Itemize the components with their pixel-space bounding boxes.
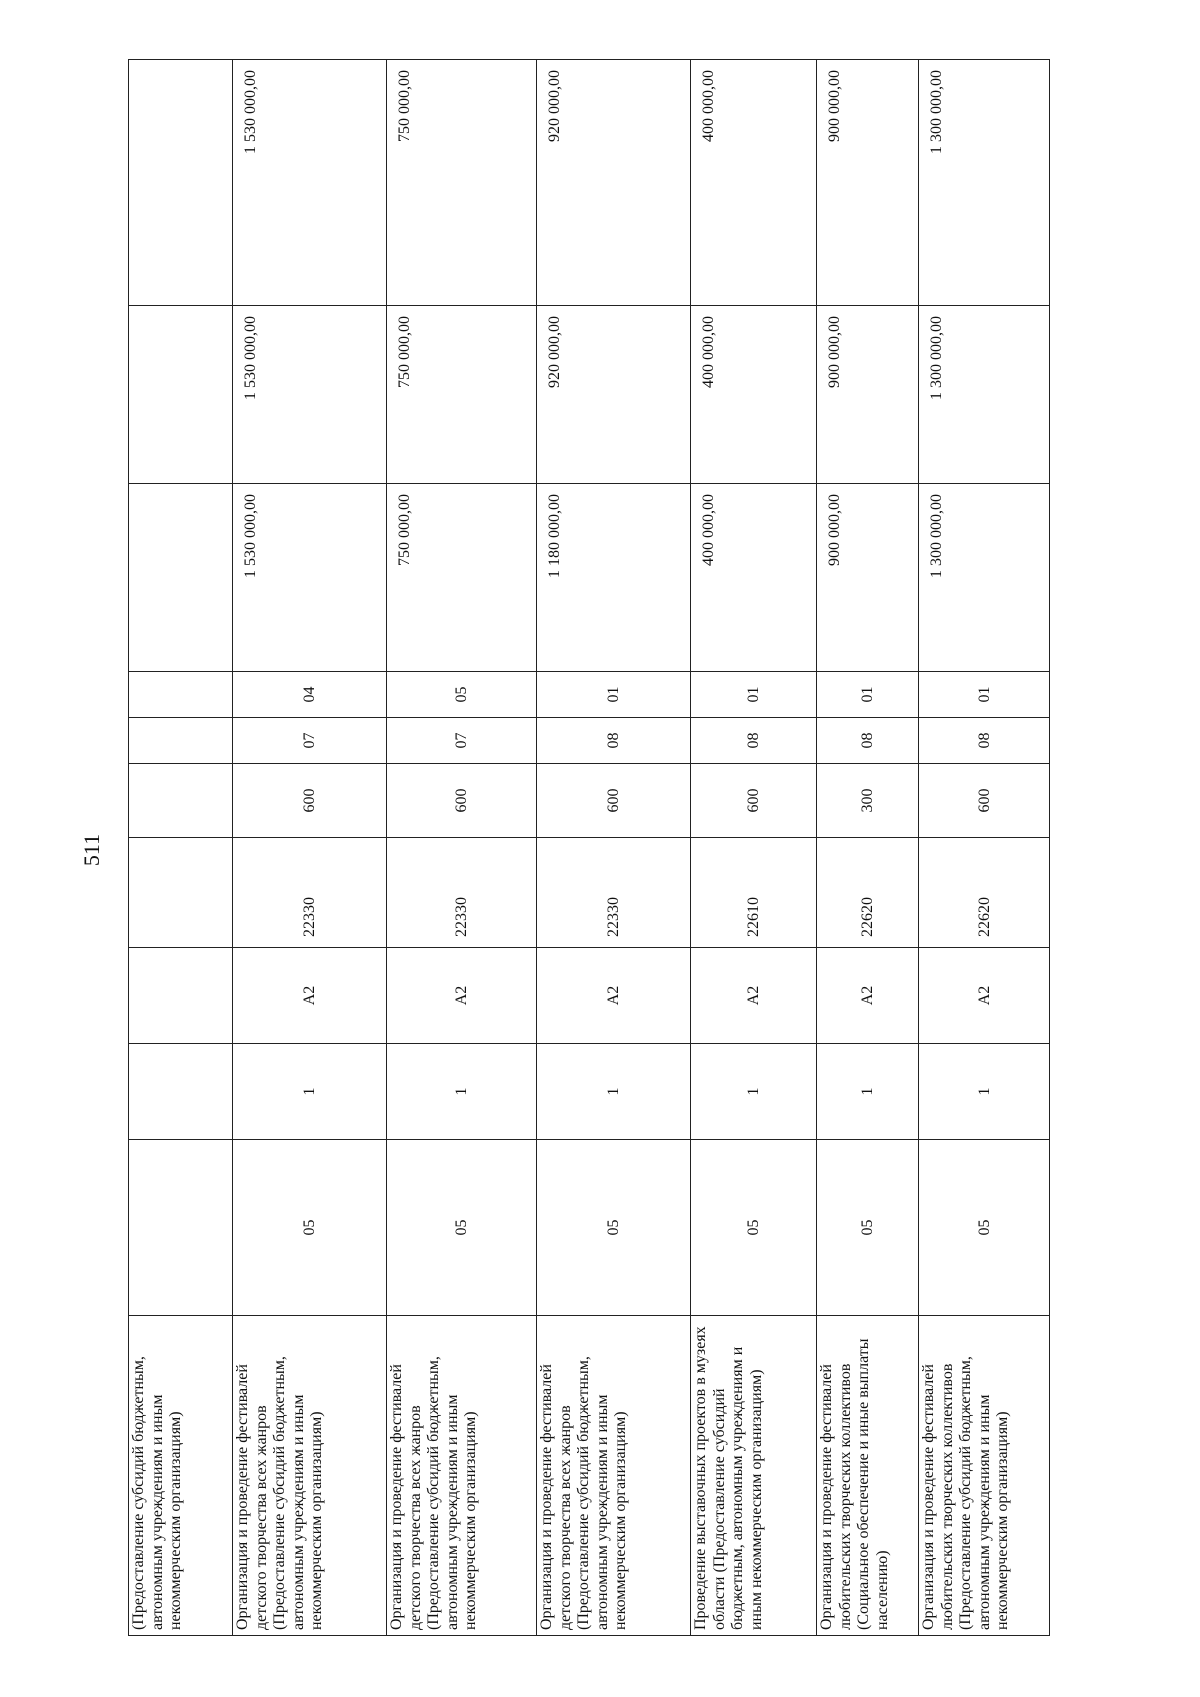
cell-code-project: А2 <box>233 948 387 1044</box>
cell-code-pp: 1 <box>387 1044 537 1140</box>
cell-code-pr: 01 <box>817 672 919 718</box>
cell-code-direction <box>129 838 233 948</box>
cell-code-project: А2 <box>387 948 537 1044</box>
cell-code-rz <box>129 718 233 764</box>
cell-code-pr <box>129 672 233 718</box>
cell-code-direction: 22330 <box>387 838 537 948</box>
cell-code-rz: 08 <box>537 718 691 764</box>
table-row <box>919 60 1050 1636</box>
table-row <box>233 60 387 1636</box>
cell-amount-3: 1 300 000,00 <box>919 60 1050 306</box>
cell-amount-3: 900 000,00 <box>817 60 919 306</box>
cell-code-vr: 300 <box>817 764 919 838</box>
cell-code-project <box>129 948 233 1044</box>
budget-table-container <box>128 60 1011 1636</box>
cell-code-rz: 07 <box>387 718 537 764</box>
cell-code-project: А2 <box>919 948 1050 1044</box>
cell-code-rz: 07 <box>233 718 387 764</box>
row-description: Проведение выставочных проектов в музеях области (Предоставление субсидий бюджетным, автономным учреждениям и иным некоммерческим организациям) <box>691 1316 817 1636</box>
cell-code-gp: 05 <box>817 1140 919 1316</box>
cell-amount-3 <box>129 60 233 306</box>
cell-code-project: А2 <box>817 948 919 1044</box>
cell-code-direction: 22610 <box>691 838 817 948</box>
cell-amount-1: 1 530 000,00 <box>233 484 387 672</box>
cell-code-project: А2 <box>691 948 817 1044</box>
cell-code-pp: 1 <box>691 1044 817 1140</box>
cell-code-pr: 01 <box>919 672 1050 718</box>
cell-code-rz: 08 <box>919 718 1050 764</box>
cell-code-pp: 1 <box>817 1044 919 1140</box>
cell-amount-2 <box>129 306 233 484</box>
cell-code-pp: 1 <box>919 1044 1050 1140</box>
cell-code-project: А2 <box>537 948 691 1044</box>
row-description: Организация и проведение фестивалей детского творчества всех жанров (Предоставление субсидий бюджетным, автономным учреждениям и иным некоммерческим организациям) <box>387 1316 537 1636</box>
table-row <box>691 60 817 1636</box>
row-description: Организация и проведение фестивалей любительских творческих коллективов (Предоставление субсидий бюджетным, автономным учреждениям и иным некоммерческим организациям) <box>919 1316 1050 1636</box>
cell-amount-2: 920 000,00 <box>537 306 691 484</box>
cell-code-pp: 1 <box>233 1044 387 1140</box>
cell-code-gp: 05 <box>233 1140 387 1316</box>
row-description: Организация и проведение фестивалей любительских творческих коллективов (Социальное обеспечение и иные выплаты населению) <box>817 1316 919 1636</box>
cell-code-rz: 08 <box>817 718 919 764</box>
cell-code-vr: 600 <box>537 764 691 838</box>
cell-amount-1: 1 180 000,00 <box>537 484 691 672</box>
cell-code-vr: 600 <box>691 764 817 838</box>
row-description: (Предоставление субсидий бюджетным, автономным учреждениям и иным некоммерческим организациям) <box>129 1316 233 1636</box>
cell-code-direction: 22620 <box>817 838 919 948</box>
cell-amount-1 <box>129 484 233 672</box>
cell-amount-3: 920 000,00 <box>537 60 691 306</box>
cell-amount-3: 750 000,00 <box>387 60 537 306</box>
cell-code-direction: 22330 <box>233 838 387 948</box>
table-row <box>387 60 537 1636</box>
budget-table-rotated <box>128 60 1011 1636</box>
cell-code-pr: 04 <box>233 672 387 718</box>
cell-code-direction: 22330 <box>537 838 691 948</box>
cell-code-vr: 600 <box>233 764 387 838</box>
cell-code-vr: 600 <box>387 764 537 838</box>
page-number: 511 <box>79 833 104 867</box>
cell-code-vr: 600 <box>919 764 1050 838</box>
cell-amount-2: 1 530 000,00 <box>233 306 387 484</box>
cell-code-gp: 05 <box>919 1140 1050 1316</box>
row-description: Организация и проведение фестивалей детского творчества всех жанров (Предоставление субсидий бюджетным, автономным учреждениям и иным некоммерческим организациям) <box>233 1316 387 1636</box>
cell-code-pr: 05 <box>387 672 537 718</box>
cell-amount-1: 900 000,00 <box>817 484 919 672</box>
cell-amount-2: 900 000,00 <box>817 306 919 484</box>
cell-amount-1: 750 000,00 <box>387 484 537 672</box>
cell-amount-3: 400 000,00 <box>691 60 817 306</box>
cell-code-pr: 01 <box>691 672 817 718</box>
cell-code-pr: 01 <box>537 672 691 718</box>
cell-code-direction: 22620 <box>919 838 1050 948</box>
cell-code-pp: 1 <box>537 1044 691 1140</box>
budget-table <box>128 59 1050 1636</box>
table-row <box>537 60 691 1636</box>
cell-amount-1: 1 300 000,00 <box>919 484 1050 672</box>
row-description: Организация и проведение фестивалей детского творчества всех жанров (Предоставление субсидий бюджетным, автономным учреждениям и иным некоммерческим организациям) <box>537 1316 691 1636</box>
cell-code-gp <box>129 1140 233 1316</box>
cell-code-pp <box>129 1044 233 1140</box>
cell-code-gp: 05 <box>537 1140 691 1316</box>
cell-code-vr <box>129 764 233 838</box>
cell-amount-2: 1 300 000,00 <box>919 306 1050 484</box>
cell-amount-2: 400 000,00 <box>691 306 817 484</box>
cell-amount-3: 1 530 000,00 <box>233 60 387 306</box>
table-row <box>129 60 233 1636</box>
cell-code-rz: 08 <box>691 718 817 764</box>
cell-code-gp: 05 <box>387 1140 537 1316</box>
cell-code-gp: 05 <box>691 1140 817 1316</box>
cell-amount-1: 400 000,00 <box>691 484 817 672</box>
table-row <box>817 60 919 1636</box>
cell-amount-2: 750 000,00 <box>387 306 537 484</box>
